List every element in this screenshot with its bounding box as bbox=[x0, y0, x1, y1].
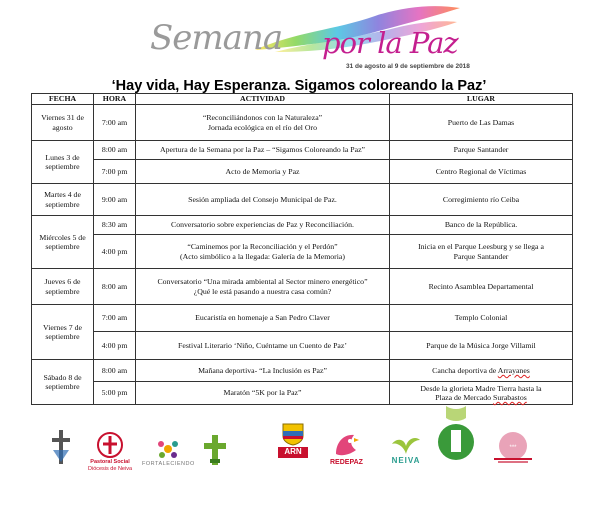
cell-actividad: Mañana deportiva- “La Inclusión es Paz” bbox=[136, 360, 390, 382]
cell-hora: 7:00 am bbox=[94, 105, 136, 141]
arn-caption: ARN bbox=[278, 447, 307, 458]
cross-icon bbox=[50, 430, 72, 464]
fortaleciendo-logo bbox=[142, 438, 195, 516]
column-header-hora: HORA bbox=[94, 94, 136, 105]
column-header-lugar: LUGAR bbox=[390, 94, 573, 105]
lugar-misspelled-word: Surabastos bbox=[493, 393, 527, 402]
cell-hora: 8:30 am bbox=[94, 216, 136, 235]
pastoral-caption-1: Pastoral Social bbox=[90, 459, 130, 465]
pastoral-social-logo bbox=[88, 432, 132, 510]
schedule-table bbox=[31, 93, 573, 405]
event-slogan: ‘Hay vida, Hay Esperanza. Sigamos coloreando la Paz’ bbox=[111, 78, 487, 94]
cell-hora: 8:00 am bbox=[94, 360, 136, 382]
logo-word-por-la-paz: por la Paz bbox=[322, 26, 458, 60]
column-header-actividad: ACTIVIDAD bbox=[136, 94, 390, 105]
cell-lugar: Centro Regional de Víctimas bbox=[390, 160, 573, 184]
cell-lugar: Banco de la República. bbox=[390, 216, 573, 235]
cell-fecha: Viernes 31 de agosto bbox=[32, 105, 94, 141]
cell-fecha: Miércoles 5 de septiembre bbox=[32, 216, 94, 269]
institution-logo bbox=[490, 430, 536, 508]
cell-fecha: Viernes 7 de septiembre bbox=[32, 305, 94, 360]
lugar-line-2a: Plaza de Mercado bbox=[435, 393, 493, 402]
sponsor-logos-row bbox=[50, 400, 560, 480]
colorful-burst-icon bbox=[155, 438, 181, 460]
cell-actividad bbox=[136, 105, 390, 141]
lugar-text: Cancha deportiva de bbox=[432, 365, 498, 375]
cell-lugar bbox=[390, 360, 573, 382]
cell-actividad: Apertura de la Semana por la Paz – “Sigamos Coloreando la Paz” bbox=[136, 141, 390, 160]
leaf-sprout-icon bbox=[390, 432, 422, 456]
cell-lugar: Corregimiento río Ceiba bbox=[390, 184, 573, 216]
cell-actividad: Sesión ampliada del Consejo Municipal de Paz. bbox=[136, 184, 390, 216]
green-cross-logo bbox=[200, 433, 230, 511]
cell-actividad bbox=[136, 235, 390, 269]
table-row bbox=[32, 160, 573, 184]
neiva-logo bbox=[390, 432, 422, 510]
fortaleciendo-caption: FORTALECIENDO bbox=[142, 461, 195, 467]
cell-actividad: Eucaristía en homenaje a San Pedro Claver bbox=[136, 305, 390, 332]
green-emblem-logo bbox=[436, 404, 476, 482]
cell-actividad: Maratón “5K por la Paz” bbox=[136, 382, 390, 405]
redepaz-logo bbox=[330, 432, 363, 510]
actividad-line-1: “Caminemos por la Reconciliación y el Perdón” bbox=[187, 242, 338, 252]
pastoral-caption-2: Diócesis de Neiva bbox=[88, 466, 133, 473]
actividad-line-1: “Reconciliándonos con la Naturaleza” bbox=[202, 113, 323, 123]
lugar-line-2: Parque Santander bbox=[453, 251, 509, 261]
cell-hora: 9:00 am bbox=[94, 184, 136, 216]
actividad-line-1: Conversatorio “Una mirada ambiental al Sector minero energético” bbox=[157, 277, 368, 287]
cell-actividad: Festival Literario ‘Niño, Cuéntame un Cuento de Paz’ bbox=[136, 332, 390, 360]
cell-fecha: Martes 4 de septiembre bbox=[32, 184, 94, 216]
diocese-cross-logo bbox=[50, 430, 72, 508]
lugar-line-1: Desde la glorieta Madre Tierra hasta la bbox=[420, 383, 542, 393]
event-banner bbox=[150, 2, 470, 78]
green-emblem-icon bbox=[436, 404, 476, 470]
cell-fecha: Sábado 8 de septiembre bbox=[32, 360, 94, 405]
cell-actividad: Conversatorio sobre experiencias de Paz y Reconciliación. bbox=[136, 216, 390, 235]
table-header-row bbox=[32, 94, 573, 105]
cell-lugar: Parque de la Música Jorge Villamil bbox=[390, 332, 573, 360]
bird-icon bbox=[332, 432, 360, 458]
cell-lugar: Puerto de Las Damas bbox=[390, 105, 573, 141]
cell-hora: 7:00 pm bbox=[94, 160, 136, 184]
cell-hora: 8:00 am bbox=[94, 269, 136, 305]
actividad-line-2: ¿Qué le está pasando a nuestra casa común? bbox=[193, 286, 332, 296]
table-row bbox=[32, 141, 573, 160]
cell-lugar bbox=[390, 235, 573, 269]
cell-fecha: Jueves 6 de septiembre bbox=[32, 269, 94, 305]
cell-hora: 5:00 pm bbox=[94, 382, 136, 405]
table-row bbox=[32, 235, 573, 269]
logo-word-semana: Semana bbox=[150, 18, 283, 58]
table-row bbox=[32, 305, 573, 332]
table-row bbox=[32, 332, 573, 360]
pastoral-social-icon bbox=[97, 432, 123, 458]
cell-actividad bbox=[136, 269, 390, 305]
cell-fecha: Lunes 3 de septiembre bbox=[32, 141, 94, 184]
neiva-caption: NEIVA bbox=[391, 456, 421, 465]
svg-text:***: *** bbox=[509, 445, 517, 451]
table-row bbox=[32, 216, 573, 235]
redepaz-caption: REDEPAZ bbox=[330, 459, 363, 466]
lugar-line-1: Inicia en el Parque Leesburg y se llega a bbox=[418, 242, 544, 252]
lugar-misspelled-word: Arrayanes bbox=[497, 365, 530, 375]
cell-hora: 4:00 pm bbox=[94, 332, 136, 360]
arn-logo bbox=[278, 422, 308, 500]
green-cross-icon bbox=[200, 433, 230, 467]
event-dates: 31 de agosto al 9 de septiembre de 2018 bbox=[346, 63, 470, 70]
cell-lugar: Parque Santander bbox=[390, 141, 573, 160]
table-row bbox=[32, 184, 573, 216]
table-row bbox=[32, 360, 573, 382]
cell-hora: 4:00 pm bbox=[94, 235, 136, 269]
cell-lugar: Templo Colonial bbox=[390, 305, 573, 332]
institution-seal-icon bbox=[490, 430, 536, 464]
table-row bbox=[32, 269, 573, 305]
cell-lugar: Recinto Asamblea Departamental bbox=[390, 269, 573, 305]
cell-hora: 7:00 am bbox=[94, 305, 136, 332]
actividad-line-2: (Acto simbólico a la llegada: Galería de la Memoria) bbox=[180, 251, 345, 261]
cell-actividad: Acto de Memoria y Paz bbox=[136, 160, 390, 184]
actividad-line-2: Jornada ecológica en el río del Oro bbox=[207, 122, 318, 132]
colombia-shield-icon bbox=[278, 422, 308, 446]
column-header-fecha: FECHA bbox=[32, 94, 94, 105]
cell-hora: 8:00 am bbox=[94, 141, 136, 160]
table-row bbox=[32, 105, 573, 141]
